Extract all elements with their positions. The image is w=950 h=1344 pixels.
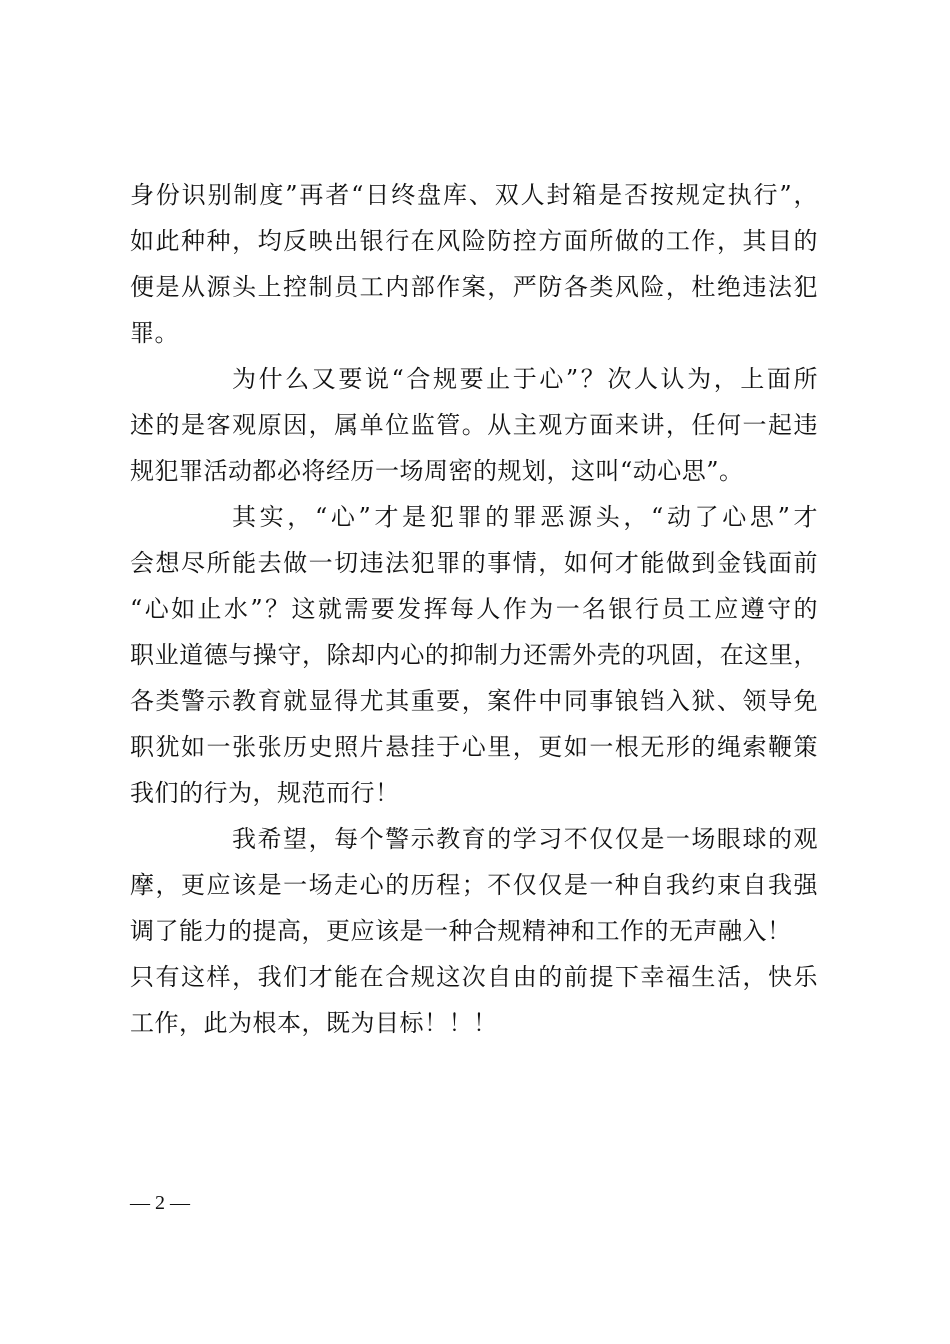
text-line: 罪。: [130, 319, 179, 347]
text-line: 职业道德与操守，除却内心的抑制力还需外壳的巩固，在这里，: [130, 641, 818, 669]
text-line: 摩，更应该是一场走心的历程；不仅仅是一种自我约束自我强: [130, 871, 818, 899]
text-line: “心如止水”？这就需要发挥每人作为一名银行员工应遵守的: [130, 595, 818, 623]
text-line: 规犯罪活动都必将经历一场周密的规划，这叫“动心思”。: [130, 457, 744, 485]
text-line: 职犹如一张张历史照片悬挂于心里，更如一根无形的绳索鞭策: [130, 733, 818, 761]
paragraph-first-line: 我希望，每个警示教育的学习不仅仅是一场眼球的观: [232, 825, 818, 853]
page-number: — 2 —: [130, 1192, 190, 1214]
paragraph-first-line: 其实，“心”才是犯罪的罪恶源头，“动了心思”才: [232, 503, 818, 531]
text-line: 会想尽所能去做一切违法犯罪的事情，如何才能做到金钱面前: [130, 549, 818, 577]
text-line: 调了能力的提高，更应该是一种合规精神和工作的无声融入！: [130, 917, 792, 945]
text-line: 各类警示教育就显得尤其重要，案件中同事锒铛入狱、领导免: [130, 687, 818, 715]
text-line: 工作，此为根本，既为目标！！！: [130, 1009, 498, 1037]
text-line: 如此种种，均反映出银行在风险防控方面所做的工作，其目的: [130, 227, 818, 255]
text-line: 只有这样，我们才能在合规这次自由的前提下幸福生活，快乐: [130, 963, 818, 991]
text-line: 述的是客观原因，属单位监管。从主观方面来讲，任何一起违: [130, 411, 818, 439]
paragraph-first-line: 为什么又要说“合规要止于心”？次人认为，上面所: [232, 365, 818, 393]
text-line: 身份识别制度”再者“日终盘库、双人封箱是否按规定执行”，: [130, 181, 818, 209]
text-line: 便是从源头上控制员工内部作案，严防各类风险，杜绝违法犯: [130, 273, 818, 301]
text-line: 我们的行为，规范而行！: [130, 779, 400, 807]
